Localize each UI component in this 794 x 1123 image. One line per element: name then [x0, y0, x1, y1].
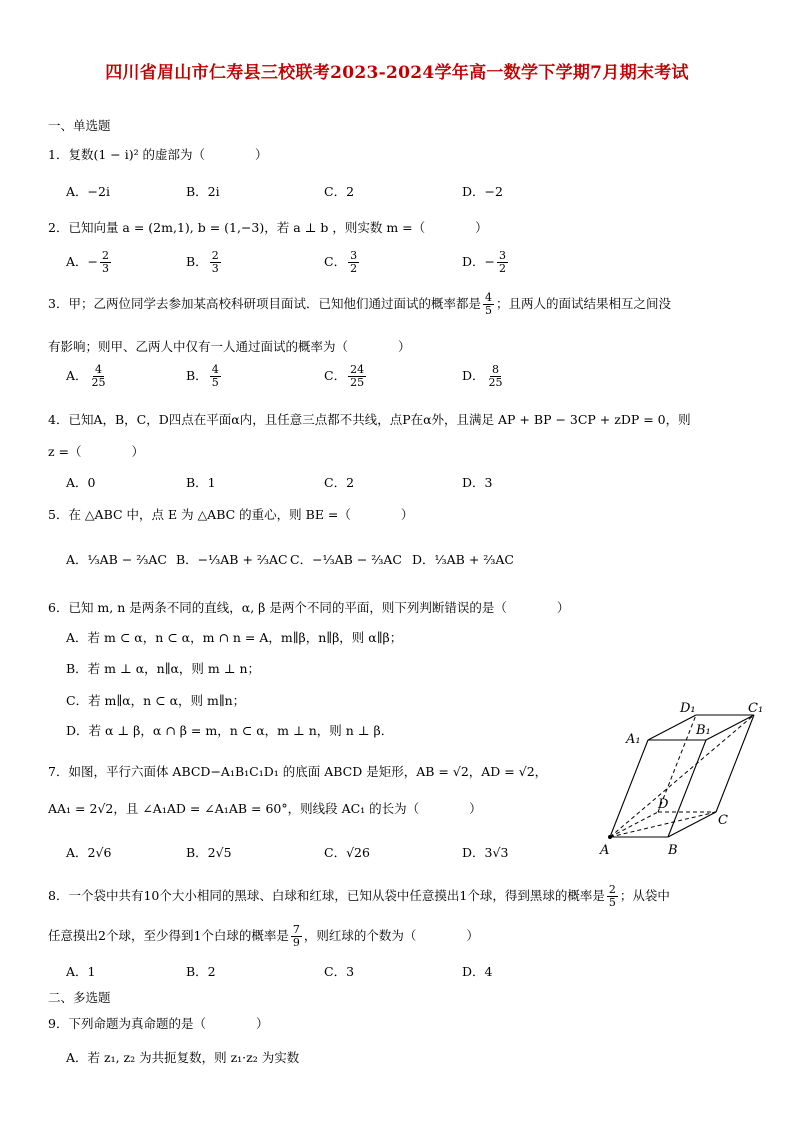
- q8-option-b: B．2: [186, 964, 216, 979]
- parallelepiped-figure: [596, 700, 776, 860]
- q4-option-a: A．0: [66, 475, 96, 490]
- q5-option-b: B．−⅓AB + ⅔AC: [176, 552, 288, 567]
- q2-stem: 2．已知向量 a = (2m,1), b = (1,−3)，若 a ⊥ b ，则实数 m =（ ）: [48, 220, 488, 235]
- label-d1: D₁: [680, 701, 696, 716]
- q6-option-b: B．若 m ⊥ α，n∥α，则 m ⊥ n；: [66, 661, 261, 676]
- q4-stem-line1: 4．已知A，B，C，D四点在平面α内，且任意三点都不共线，点P在α外，且满足 AP + BP − 3CP + zDP = 0，则: [48, 412, 691, 427]
- q3-option-b: B． $\frac{4}{5}$: [186, 363, 219, 390]
- edge-a-d-hidden: [610, 812, 658, 837]
- q8-stem-line1: 8．一个袋中共有10个大小相同的黑球、白球和红球，已知从袋中任意摸出1个球，得到黑球的概率是 $\frac{2}{5}$ ；从袋中: [48, 883, 670, 910]
- q3-option-a: A． $\frac{4}{25}$: [66, 363, 106, 390]
- q2-option-b: B． $\frac{2}{3}$: [186, 249, 219, 276]
- label-a: A: [600, 843, 610, 858]
- q1-option-b: B．2i: [186, 184, 220, 199]
- label-c: C: [718, 813, 728, 828]
- q3-stem-line1: 3．甲；乙两位同学去参加某高校科研项目面试．已知他们通过面试的概率都是 $\frac{4}{5}$ ；且两人的面试结果相互之间没: [48, 291, 671, 318]
- edge-c-c1: [716, 715, 754, 812]
- section-single-choice: 一、单选题: [48, 118, 111, 133]
- q4-stem-line2: z =（ ）: [48, 444, 145, 459]
- q8-option-d: D．4: [462, 964, 493, 979]
- q4-option-d: D．3: [462, 475, 493, 490]
- q1-option-c: C．2: [324, 184, 355, 199]
- q1-stem: 1．复数(1 − i)² 的虚部为（ ）: [48, 147, 268, 162]
- q7-option-a: A．2√6: [66, 845, 112, 860]
- q2-option-c: C． $\frac{3}{2}$: [324, 249, 358, 276]
- q7-option-c: C．√26: [324, 845, 370, 860]
- q2-option-d: D．− $\frac{3}{2}$: [462, 249, 506, 276]
- q1-option-a: A．−2i: [66, 184, 110, 199]
- label-b: B: [668, 843, 678, 858]
- q6-option-d: D．若 α ⊥ β，α ∩ β = m，n ⊂ α，m ⊥ n，则 n ⊥ β．: [66, 723, 394, 738]
- section-multi-choice: 二、多选题: [48, 990, 111, 1005]
- q6-option-a: A．若 m ⊂ α，n ⊂ α，m ∩ n = A，m∥β，n∥β，则 α∥β；: [66, 630, 403, 645]
- q9-option-a: A．若 z₁, z₂ 为共扼复数，则 z₁·z₂ 为实数: [66, 1050, 300, 1065]
- q3-option-c: C． $\frac{24}{25}$: [324, 363, 365, 390]
- edge-b1-c1: [706, 715, 754, 740]
- q7-stem-line2: AA₁ = 2√2，且 ∠A₁AD = ∠A₁AB = 60°，则线段 AC₁ 的长为（ ）: [48, 801, 482, 816]
- q5-option-a: A．⅓AB − ⅔AC: [66, 552, 167, 567]
- q6-option-c: C．若 m∥α，n ⊂ α，则 m∥n；: [66, 693, 246, 708]
- label-b1: B₁: [696, 723, 711, 738]
- edge-a-a1: [610, 740, 648, 837]
- q5-option-d: D．⅓AB + ⅔AC: [412, 552, 514, 567]
- edge-b-c: [668, 812, 716, 837]
- q4-option-b: B．1: [186, 475, 216, 490]
- q7-option-b: B．2√5: [186, 845, 232, 860]
- label-d: D: [658, 797, 669, 812]
- q7-stem-line1: 7．如图，平行六面体 ABCD−A₁B₁C₁D₁ 的底面 ABCD 是矩形，AB = √2，AD = √2，: [48, 764, 548, 779]
- edge-d1-a1: [648, 715, 696, 740]
- q1-option-d: D．−2: [462, 184, 503, 199]
- q8-stem-line2: 任意摸出2个球，至少得到1个白球的概率是 $\frac{7}{9}$ ，则红球的个数为（ ）: [48, 923, 479, 950]
- q9-stem: 9．下列命题为真命题的是（ ）: [48, 1016, 269, 1031]
- q8-option-c: C．3: [324, 964, 355, 979]
- point-a: [608, 835, 612, 839]
- label-c1: C₁: [748, 701, 764, 716]
- q8-option-a: A．1: [66, 964, 96, 979]
- q2-option-a: A．− $\frac{2}{3}$: [66, 249, 110, 276]
- q4-option-c: C．2: [324, 475, 355, 490]
- q7-option-d: D．3√3: [462, 845, 509, 860]
- exam-title: 四川省眉山市仁寿县三校联考2023-2024学年高一数学下学期7月期末考试: [105, 63, 689, 83]
- label-a1: A₁: [626, 732, 641, 747]
- q6-stem: 6．已知 m, n 是两条不同的直线，α, β 是两个不同的平面，则下列判断错误的是（ ）: [48, 600, 570, 615]
- diagonal-a-c: [610, 812, 716, 837]
- q5-option-c: C．−⅓AB − ⅔AC: [290, 552, 402, 567]
- q3-stem-line2: 有影响；则甲、乙两人中仅有一人通过面试的概率为（ ）: [48, 339, 411, 354]
- q3-option-d: D． $\frac{8}{25}$: [462, 363, 503, 390]
- q5-stem: 5．在 △ABC 中，点 E 为 △ABC 的重心，则 BE =（ ）: [48, 507, 414, 522]
